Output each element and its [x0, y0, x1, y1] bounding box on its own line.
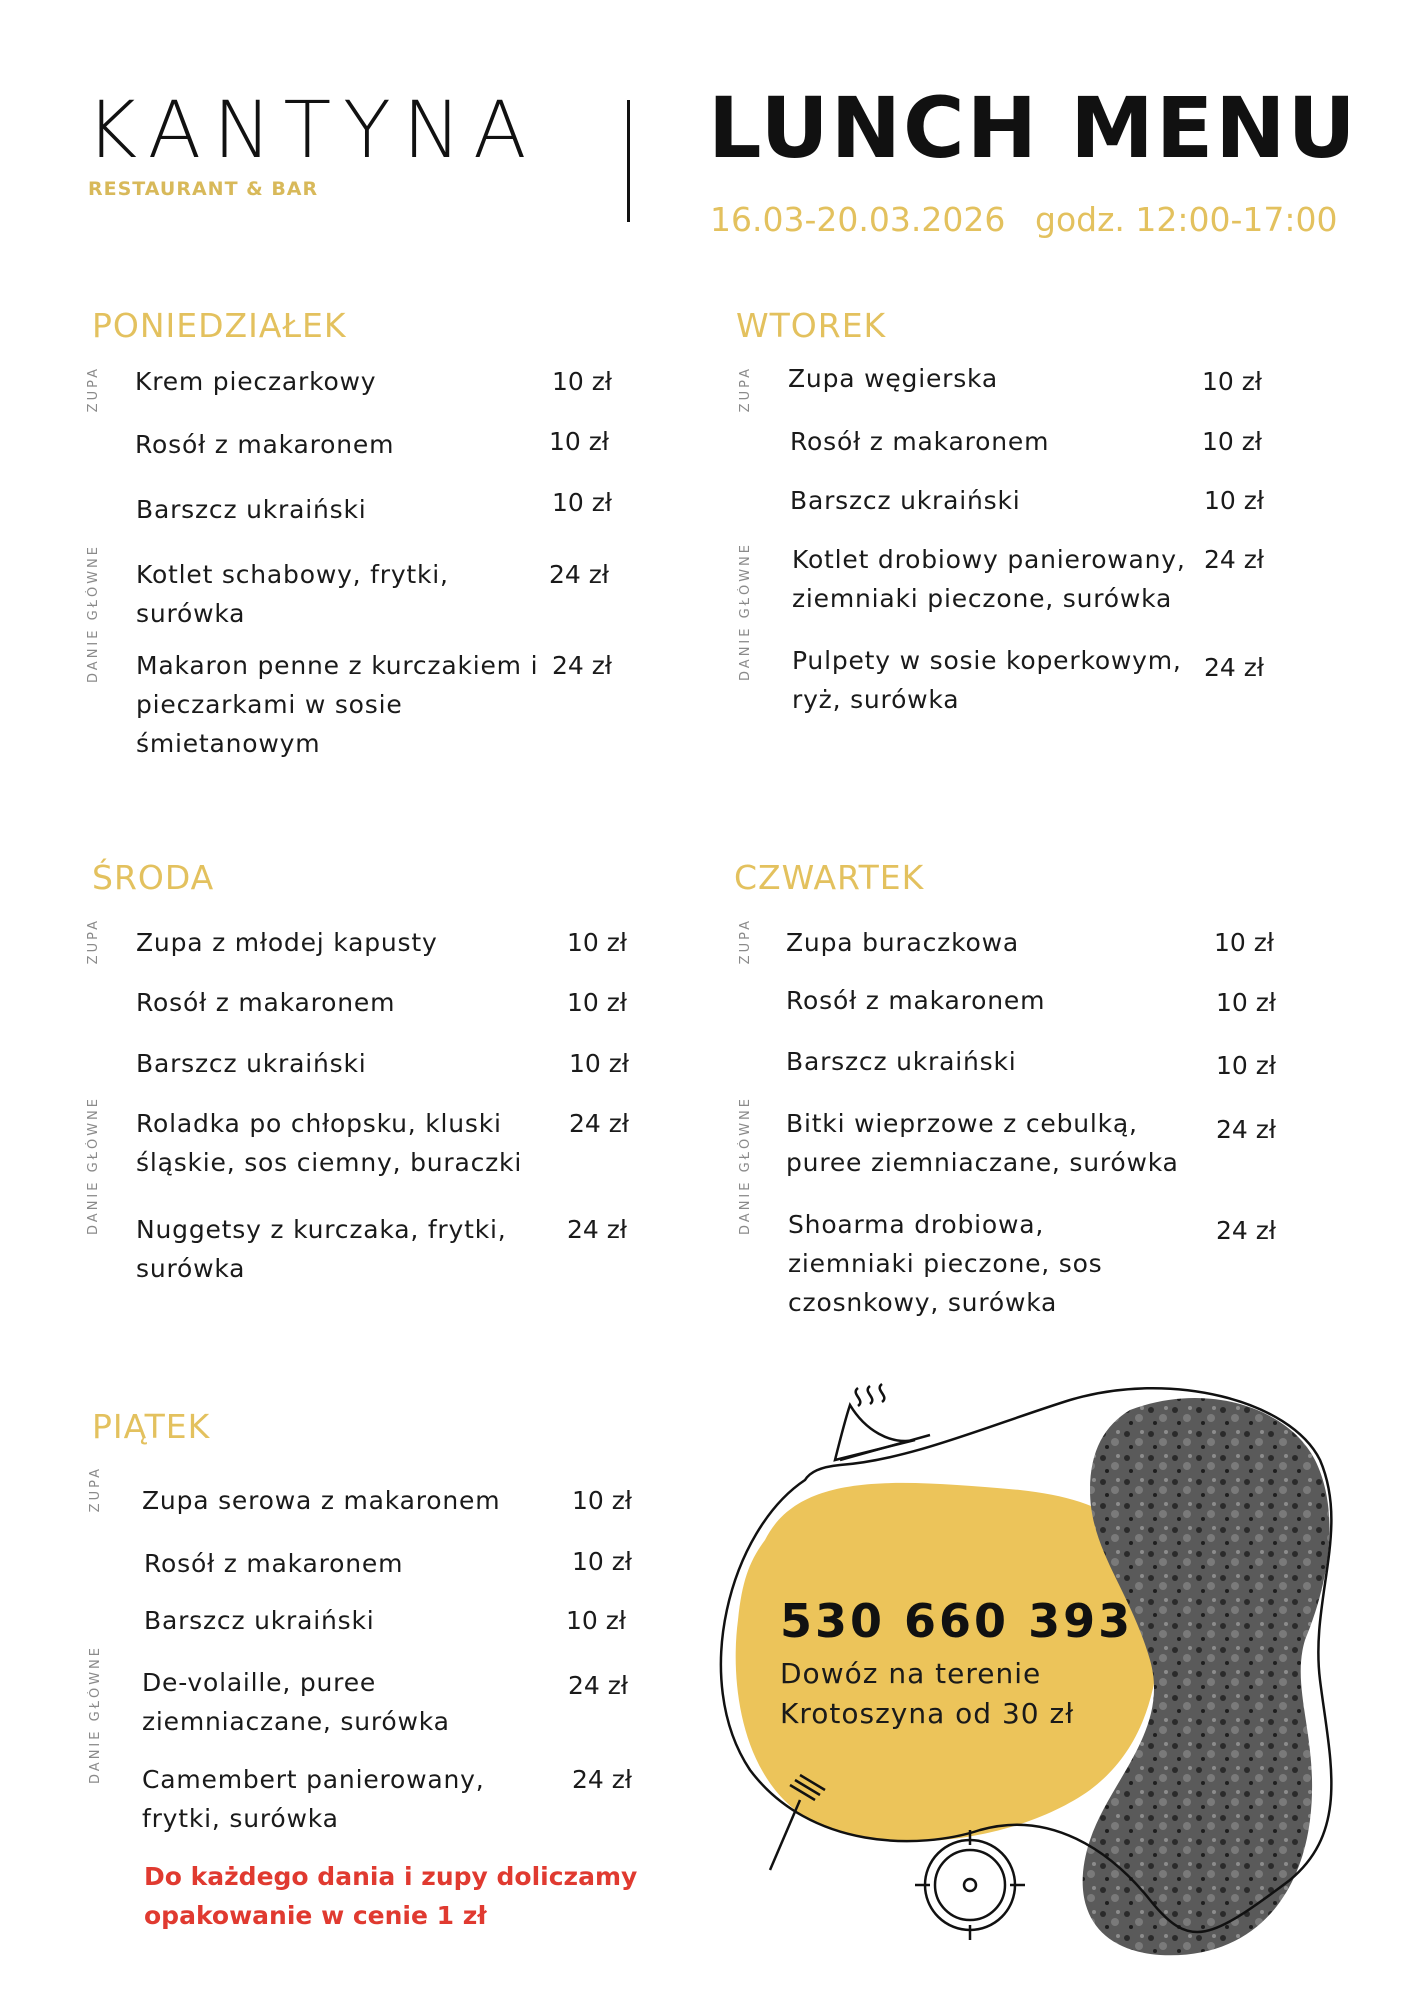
- logo-subtitle: RESTAURANT & BAR: [88, 178, 319, 200]
- menu-item-price: 10 zł: [1216, 1051, 1276, 1080]
- menu-item-name: Zupa serowa z makaronem: [142, 1486, 501, 1515]
- menu-item-name: Barszcz ukraiński: [790, 486, 1021, 515]
- menu-item-name: Barszcz ukraiński: [786, 1047, 1017, 1076]
- page-title: LUNCH MENU: [708, 79, 1358, 177]
- menu-item-price: 24 zł: [1216, 1115, 1276, 1144]
- menu-item-price: 10 zł: [567, 988, 627, 1017]
- category-label-soup: ZUPA: [86, 918, 101, 965]
- menu-item-name: Rosół z makaronem: [135, 430, 395, 459]
- category-label-soup: ZUPA: [738, 366, 753, 413]
- category-label-main: DANIE GŁÓWNE: [88, 1645, 103, 1784]
- menu-item-price: 10 zł: [552, 488, 612, 517]
- category-label-main: DANIE GŁÓWNE: [86, 544, 101, 683]
- day-heading-friday: PIĄTEK: [92, 1407, 211, 1446]
- day-heading-thursday: CZWARTEK: [734, 858, 925, 897]
- menu-item-name: Makaron penne z kurczakiem i pieczarkami w sosie śmietanowym: [136, 651, 539, 758]
- menu-item-name: Rosół z makaronem: [136, 988, 396, 1017]
- menu-item-price: 24 zł: [549, 560, 609, 589]
- menu-item-price: 10 zł: [1204, 486, 1264, 515]
- soup-bowl-icon: [835, 1384, 930, 1460]
- menu-item-price: 24 zł: [572, 1765, 632, 1794]
- menu-item-name: Barszcz ukraiński: [136, 1049, 367, 1078]
- menu-item-price: 10 zł: [572, 1486, 632, 1515]
- menu-item-name: Zupa węgierska: [788, 364, 998, 393]
- menu-item-price: 24 zł: [567, 1215, 627, 1244]
- menu-item-name: Roladka po chłopsku, kluski śląskie, sos ciemny, buraczki: [136, 1109, 523, 1177]
- menu-item-name: Kotlet drobiowy panierowany, ziemniaki pieczone, surówka: [792, 545, 1186, 613]
- menu-item-price: 24 zł: [1204, 545, 1264, 574]
- menu-item-price: 10 zł: [1214, 928, 1274, 957]
- menu-item-price: 10 zł: [572, 1547, 632, 1576]
- menu-item-price: 10 zł: [1216, 988, 1276, 1017]
- menu-item-name: Barszcz ukraiński: [136, 495, 367, 524]
- menu-item-name: Rosół z makaronem: [790, 427, 1050, 456]
- category-label-main: DANIE GŁÓWNE: [86, 1096, 101, 1235]
- delivery-info: Dowóz na terenie Krotoszyna od 30 zł: [780, 1657, 1075, 1730]
- menu-item-price: 10 zł: [1202, 367, 1262, 396]
- menu-item-price: 10 zł: [569, 1049, 629, 1078]
- category-label-soup: ZUPA: [88, 1466, 103, 1513]
- opening-hours: godz. 12:00-17:00: [1035, 200, 1338, 239]
- menu-item-name: Pulpety w sosie koperkowym, ryż, surówka: [792, 646, 1182, 714]
- menu-item-price: 10 zł: [552, 367, 612, 396]
- plate-icon: [915, 1830, 1025, 1940]
- menu-item-price: 24 zł: [1216, 1216, 1276, 1245]
- menu-item-price: 24 zł: [552, 651, 612, 680]
- menu-item-price: 10 zł: [1202, 427, 1262, 456]
- menu-item-price: 24 zł: [1204, 653, 1264, 682]
- menu-item-name: Nuggetsy z kurczaka, frytki, surówka: [136, 1215, 507, 1283]
- menu-item-price: 10 zł: [549, 427, 609, 456]
- menu-item-name: Rosół z makaronem: [144, 1549, 404, 1578]
- category-label-soup: ZUPA: [86, 366, 101, 413]
- menu-item-price: 24 zł: [568, 1671, 628, 1700]
- menu-item-name: Krem pieczarkowy: [135, 367, 377, 396]
- menu-item-name: Bitki wieprzowe z cebulką, puree ziemniaczane, surówka: [786, 1109, 1179, 1177]
- day-heading-wednesday: ŚRODA: [92, 858, 215, 897]
- day-heading-monday: PONIEDZIAŁEK: [92, 306, 347, 345]
- menu-item-name: Kotlet schabowy, frytki, surówka: [136, 560, 449, 628]
- logo-wordmark: KANTYNA: [86, 86, 539, 176]
- menu-item-name: De-volaille, puree ziemniaczane, surówka: [142, 1668, 450, 1736]
- category-label-main: DANIE GŁÓWNE: [738, 1096, 753, 1235]
- menu-item-name: Camembert panierowany, frytki, surówka: [142, 1765, 485, 1833]
- menu-item-price: 24 zł: [569, 1109, 629, 1138]
- category-label-soup: ZUPA: [738, 918, 753, 965]
- packaging-note: Do każdego dania i zupy doliczamy opakowanie w cenie 1 zł: [144, 1862, 638, 1930]
- menu-item-name: Zupa buraczkowa: [786, 928, 1019, 957]
- day-heading-tuesday: WTOREK: [736, 306, 887, 345]
- menu-item-price: 10 zł: [567, 928, 627, 957]
- date-range: 16.03-20.03.2026: [710, 200, 1006, 239]
- menu-item-name: Zupa z młodej kapusty: [136, 928, 438, 957]
- menu-item-name: Rosół z makaronem: [786, 986, 1046, 1015]
- delivery-phone-number[interactable]: 530 660 393: [780, 1594, 1134, 1648]
- menu-item-price: 10 zł: [566, 1606, 626, 1635]
- category-label-main: DANIE GŁÓWNE: [738, 542, 753, 681]
- header-divider: [627, 100, 630, 222]
- menu-item-name: Shoarma drobiowa, ziemniaki pieczone, sos czosnkowy, surówka: [788, 1210, 1103, 1317]
- menu-item-name: Barszcz ukraiński: [144, 1606, 375, 1635]
